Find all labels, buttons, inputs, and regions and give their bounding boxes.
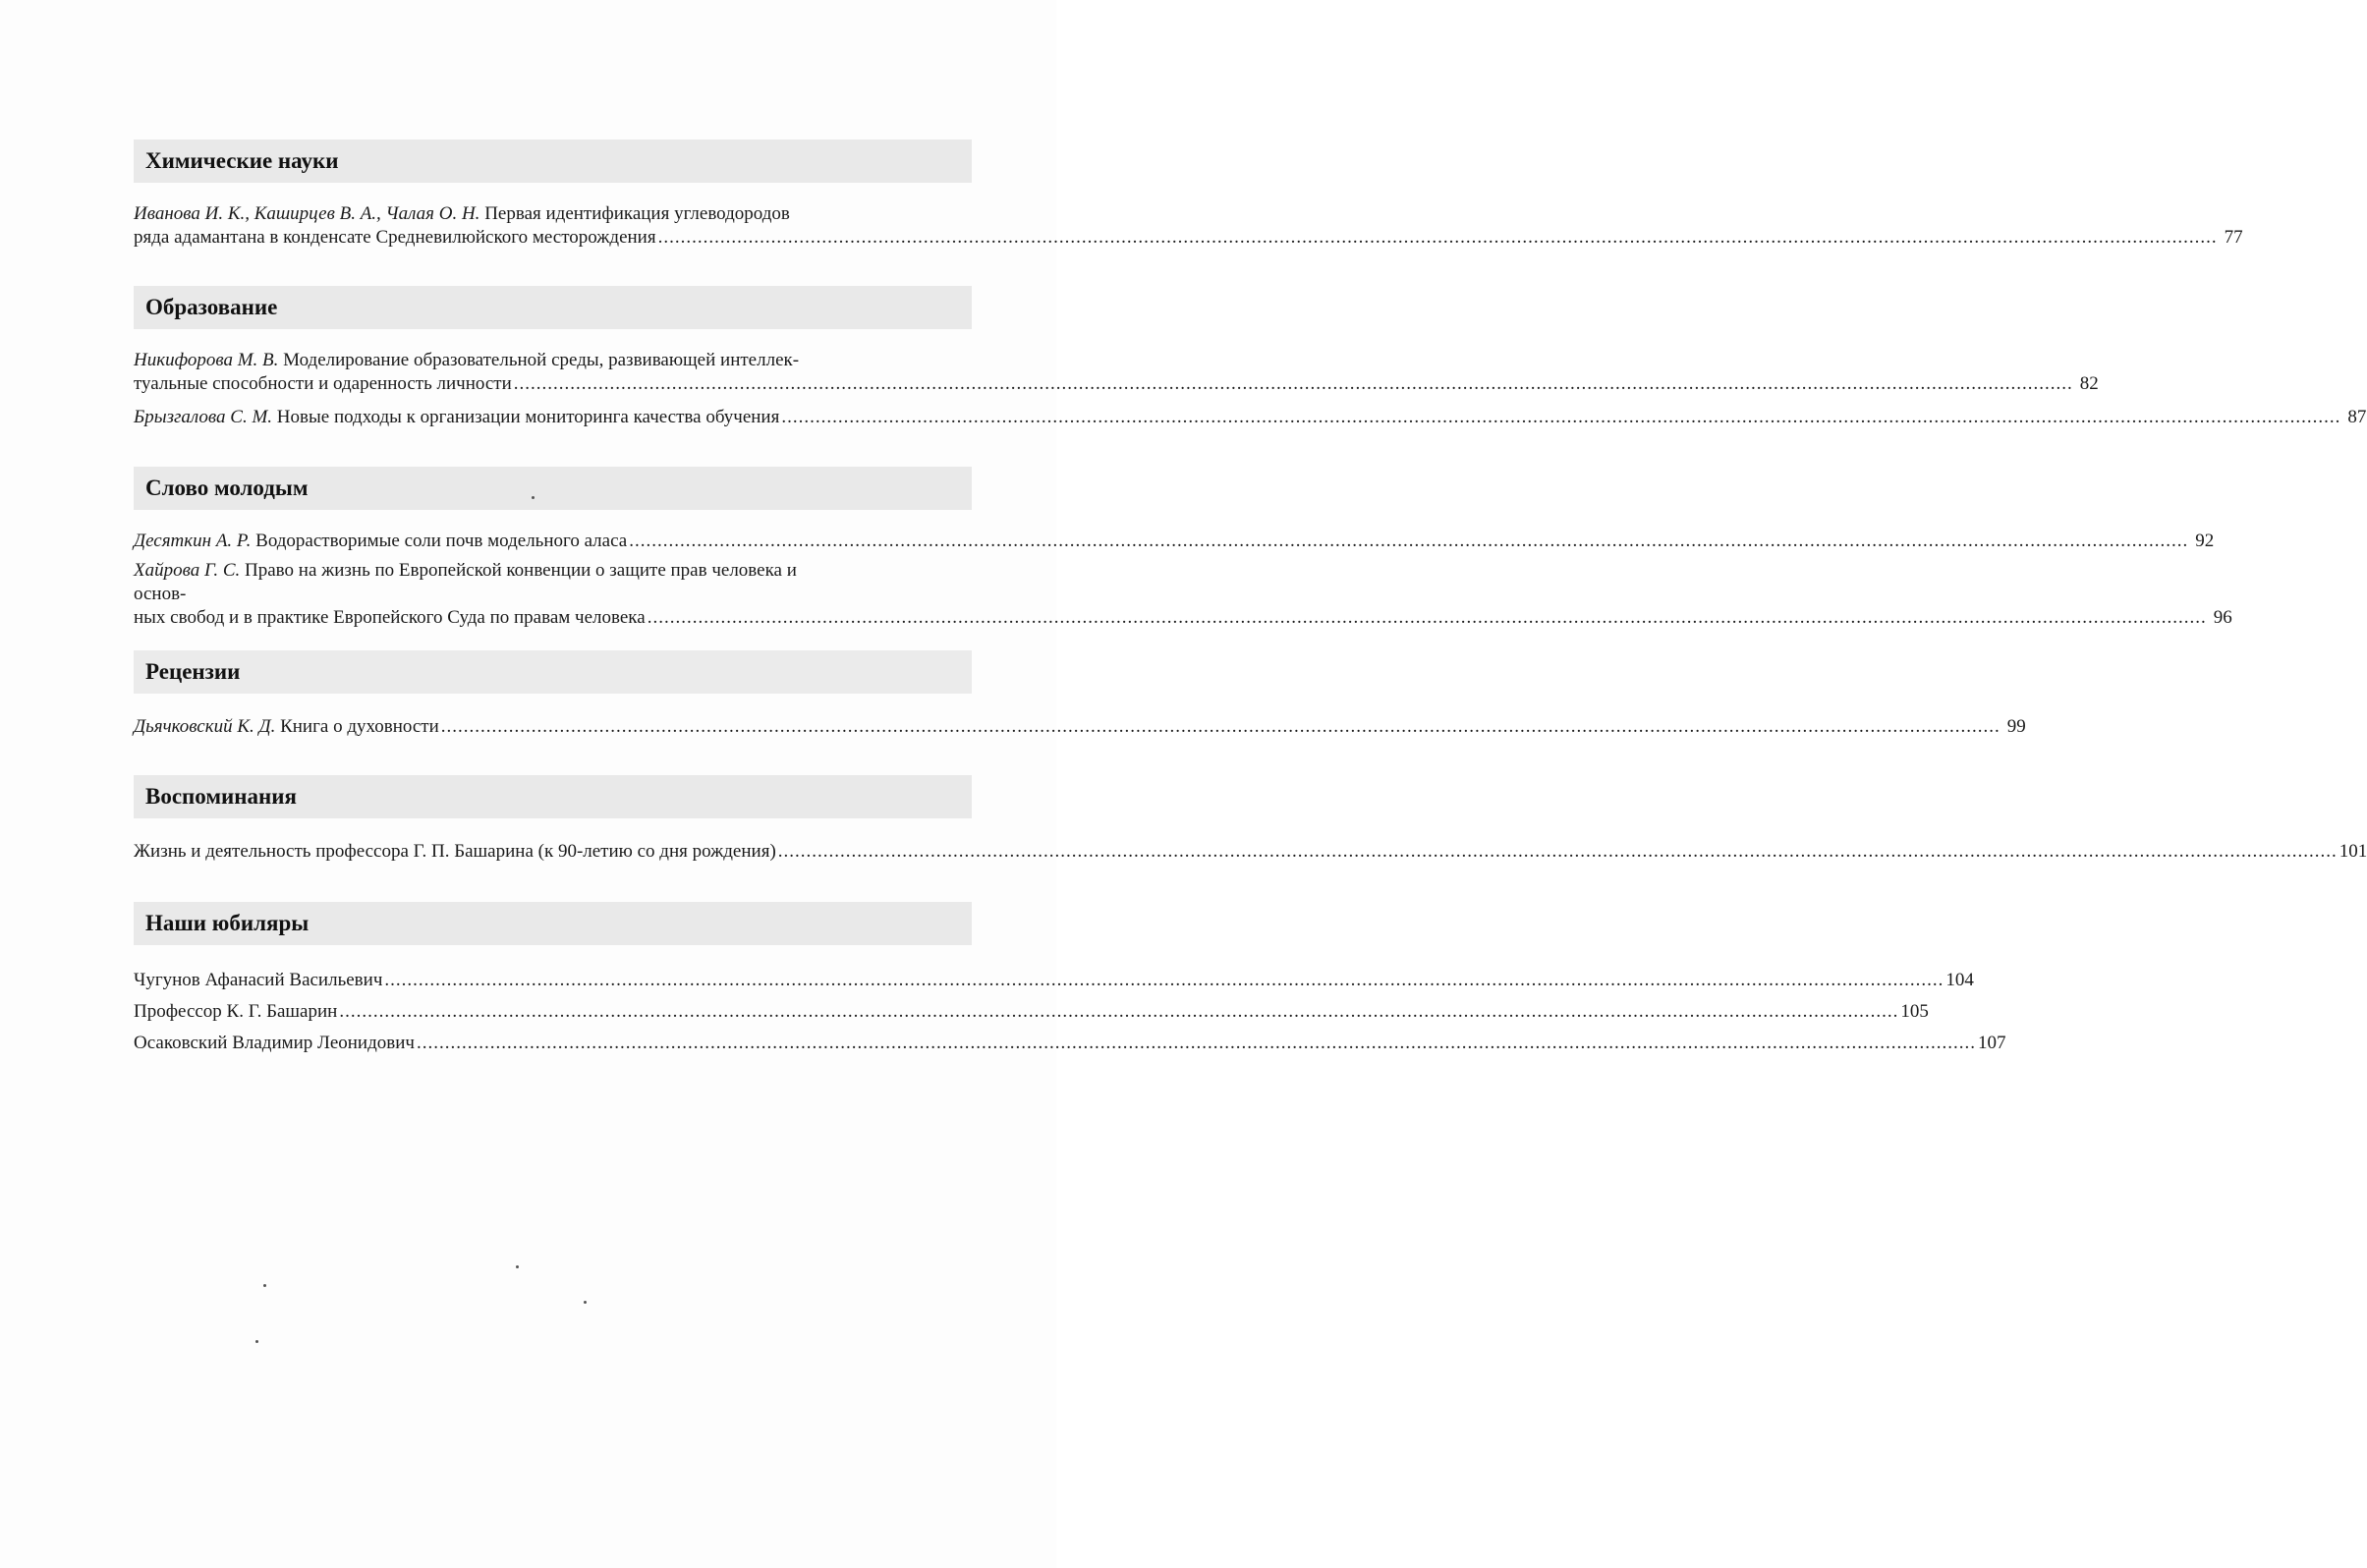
section-education — [134, 286, 2367, 429]
page-number: 101 — [2339, 841, 2367, 862]
leader-dots — [629, 530, 2188, 553]
toc-entry[interactable] — [134, 969, 1974, 992]
entry-title-line: Первая идентификация углеводородов — [479, 203, 790, 224]
page-number: 96 — [2213, 607, 2232, 628]
toc-entry[interactable] — [134, 1032, 2006, 1055]
leader-dots — [417, 1032, 1976, 1055]
page-number: 87 — [2347, 407, 2367, 427]
scan-speck — [516, 1265, 519, 1268]
scan-speck — [532, 496, 535, 499]
entry-author: Дьячковский К. Д. — [134, 716, 276, 737]
page-number: 105 — [1900, 1001, 1929, 1022]
page-number: 99 — [2006, 716, 2026, 737]
toc-entry[interactable] — [134, 530, 2215, 553]
entry-author: Никифорова М. В. — [134, 350, 279, 370]
entry-title-line: Профессор К. Г. Башарин — [134, 1001, 338, 1022]
entry-title-line: Моделирование образовательной среды, развивающей интеллек- — [278, 350, 800, 370]
entry-title-line: ных свобод и в практике Европейского Суда по правам человека — [134, 607, 646, 628]
section-memories — [134, 775, 2367, 864]
entry-title-line: ряда адамантана в конденсате Средневилюйского месторождения — [134, 227, 656, 248]
page-number: 92 — [2195, 531, 2215, 551]
section-title: Наши юбиляры — [134, 902, 972, 945]
toc-entry[interactable] — [134, 715, 2026, 739]
leader-dots — [339, 1000, 1898, 1024]
toc-entry[interactable] — [134, 840, 2367, 864]
page-number: 82 — [2079, 373, 2099, 394]
section-title: Рецензии — [134, 650, 972, 694]
scan-speck — [584, 1301, 587, 1304]
entry-title-line: туальные способности и одаренность личности — [134, 373, 512, 394]
leader-dots — [384, 969, 1944, 992]
entry-title-line: Право на жизнь по Европейской конвенции о защите прав человека и — [240, 560, 797, 581]
section-title: Химические науки — [134, 140, 972, 183]
toc-entry[interactable] — [134, 406, 2367, 429]
leader-dots — [781, 406, 2340, 429]
toc-entry[interactable] — [134, 349, 2099, 396]
toc-entry[interactable] — [134, 202, 2243, 250]
section-title: Образование — [134, 286, 972, 329]
section-jubilees — [134, 902, 2006, 1055]
section-title: Воспоминания — [134, 775, 972, 818]
leader-dots — [441, 715, 2001, 739]
page-number: 107 — [1977, 1033, 2006, 1053]
entry-author: Брызгалова С. М. — [134, 407, 273, 427]
leader-dots — [778, 840, 2338, 864]
toc-entry[interactable] — [134, 1000, 1929, 1024]
entry-author: Хайрова Г. С. — [134, 560, 241, 581]
leader-dots — [658, 226, 2218, 250]
entry-title-line: Водорастворимые соли почв модельного аласа — [251, 531, 628, 551]
entry-title-line: Новые подходы к организации мониторинга качества обучения — [272, 407, 780, 427]
section-title: Слово молодым — [134, 467, 972, 510]
entry-author: Десяткин А. Р. — [134, 531, 252, 551]
page-number: 104 — [1945, 970, 1974, 990]
entry-title-line: Осаковский Владимир Леонидович — [134, 1033, 415, 1053]
scan-speck — [263, 1284, 266, 1287]
leader-dots — [648, 606, 2207, 630]
entry-title-line: основ- — [134, 584, 187, 604]
leader-dots — [514, 372, 2073, 396]
toc-entry[interactable] — [134, 559, 2232, 630]
section-reviews — [134, 650, 2026, 739]
section-youth — [134, 467, 2232, 630]
section-chemistry — [134, 140, 2243, 250]
entry-title-line: Книга о духовности — [275, 716, 439, 737]
entry-title-line: Чугунов Афанасий Васильевич — [134, 970, 383, 990]
entry-author: Иванова И. К., Каширцев В. А., Чалая О. Н. — [134, 203, 480, 224]
entry-title-line: Жизнь и деятельность профессора Г. П. Башарина (к 90-летию со дня рождения) — [134, 841, 776, 862]
page-number: 77 — [2224, 227, 2243, 248]
scan-speck — [255, 1340, 258, 1343]
